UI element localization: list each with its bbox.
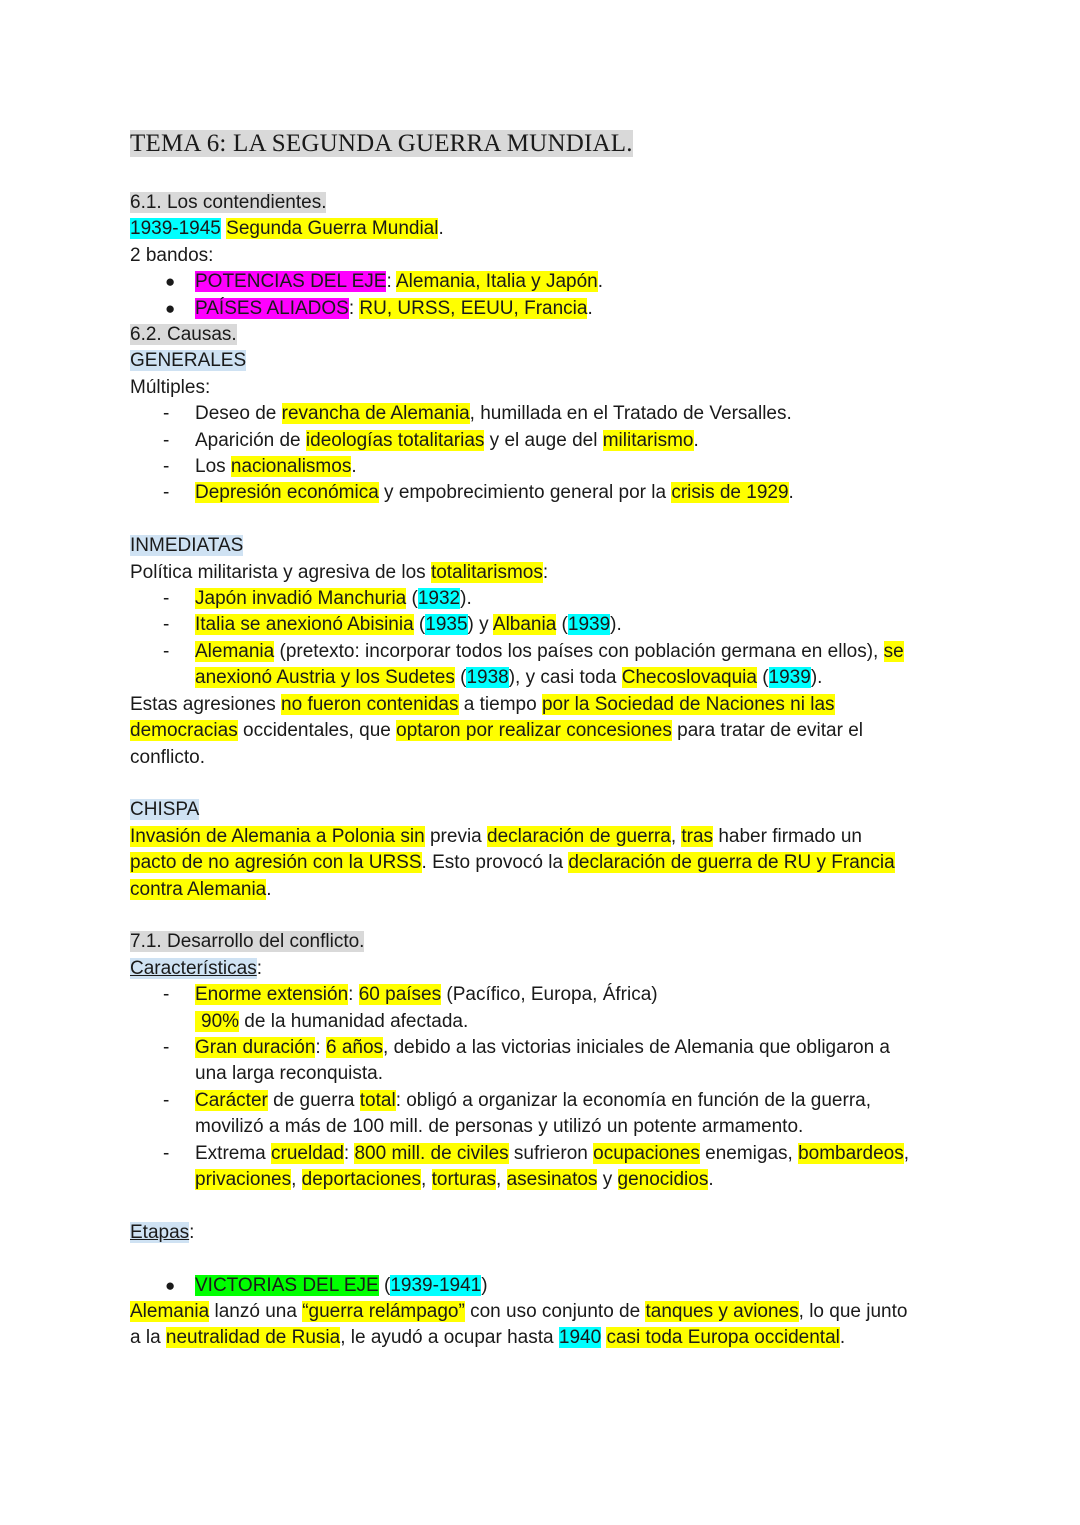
victorias-line-2: a la neutralidad de Rusia, le ayudó a ocupar hasta 1940 casi toda Europa occidental. — [130, 1327, 846, 1349]
agresiones-line-1: Estas agresiones no fueron contenidas a tiempo por la Sociedad de Naciones ni las — [130, 693, 835, 715]
bullet-icon: ● — [165, 1275, 176, 1295]
agresiones-line-2: democracias occidentales, que optaron por realizar concesiones para tratar de evitar el — [130, 720, 863, 742]
document-title: TEMA 6: LA SEGUNDA GUERRA MUNDIAL. — [130, 130, 633, 157]
subheading-generales: GENERALES — [130, 350, 247, 372]
list-item-extension: - Enorme extensión: 60 países (Pacífico, Europa, África) — [130, 982, 960, 1008]
victorias-line-1: Alemania lanzó una “guerra relámpago” con uso conjunto de tanques y aviones, lo que junto — [130, 1300, 908, 1322]
dash-icon: - — [163, 1089, 170, 1111]
subheading-caracteristicas: Características: — [130, 957, 262, 979]
list-item-alemania: - Alemania (pretexto: incorporar todos los países con población germana en ellos), se — [130, 639, 960, 665]
list-item-victorias-eje: ● VICTORIAS DEL EJE (1939-1941) — [130, 1273, 960, 1299]
dash-icon: - — [163, 1142, 170, 1164]
agresiones-line-3: conflicto. — [130, 746, 205, 768]
section-heading-6-2: 6.2. Causas. — [130, 324, 237, 346]
subheading-inmediatas: INMEDIATAS — [130, 535, 244, 557]
list-item-crueldad: - Extrema crueldad: 800 mill. de civiles sufrieron ocupaciones enemigas, bombardeos, — [130, 1141, 960, 1167]
section-heading-6-1: 6.1. Los contendientes. — [130, 192, 327, 213]
dash-icon: - — [163, 403, 170, 425]
dash-icon: - — [163, 614, 170, 636]
subheading-chispa: CHISPA — [130, 799, 200, 821]
dash-icon: - — [163, 640, 170, 662]
dash-icon: - — [163, 1036, 170, 1058]
list-item-caracter-cont: movilizó a más de 100 mill. de personas y utilizó un potente armamento. — [195, 1116, 804, 1138]
chispa-line-2: pacto de no agresión con la URSS. Esto provocó la declaración de guerra de RU y Francia — [130, 852, 895, 874]
list-item-nacionalismos: - Los nacionalismos. — [130, 454, 960, 480]
list-item-duracion-cont: una larga reconquista. — [195, 1063, 384, 1085]
dash-icon: - — [163, 482, 170, 504]
war-dates-line: 1939-1945 Segunda Guerra Mundial. — [130, 218, 444, 240]
chispa-line-3: contra Alemania. — [130, 878, 272, 900]
politica-line: Política militarista y agresiva de los totalitarismos: — [130, 561, 549, 583]
list-item-japon: - Japón invadió Manchuria (1932). — [130, 586, 960, 612]
document-page — [130, 126, 960, 1352]
list-item-duracion: - Gran duración: 6 años, debido a las victorias iniciales de Alemania que obligaron a — [130, 1035, 960, 1061]
section-heading-7-1: 7.1. Desarrollo del conflicto. — [130, 931, 365, 953]
list-item-crueldad-cont: privaciones, deportaciones, torturas, asesinatos y genocidios. — [195, 1168, 714, 1190]
multiples-line: Múltiples: — [130, 376, 211, 398]
subheading-etapas: Etapas: — [130, 1221, 195, 1243]
dash-icon: - — [163, 984, 170, 1006]
dash-icon: - — [163, 456, 170, 478]
bandos-line: 2 bandos: — [130, 244, 214, 266]
list-item-ideologias: - Aparición de ideologías totalitarias y el auge del militarismo. — [130, 428, 960, 454]
list-item-italia: - Italia se anexionó Abisinia (1935) y Albania (1939). — [130, 612, 960, 638]
chispa-line-1: Invasión de Alemania a Polonia sin previa declaración de guerra, tras haber firmado un — [130, 825, 862, 847]
bullet-icon: ● — [165, 298, 176, 318]
list-item-revancha: - Deseo de revancha de Alemania, humillada en el Tratado de Versalles. — [130, 401, 960, 427]
bullet-icon: ● — [165, 272, 176, 292]
list-item-alemania-cont: anexionó Austria y los Sudetes (1938), y casi toda Checoslovaquia (1939). — [195, 667, 823, 689]
list-item-extension-cont: 90% de la humanidad afectada. — [130, 1009, 960, 1035]
dash-icon: - — [163, 429, 170, 451]
list-item-depresion: - Depresión económica y empobrecimiento general por la crisis de 1929. — [130, 480, 960, 506]
dash-icon: - — [163, 588, 170, 610]
list-item-eje: ● POTENCIAS DEL EJE: Alemania, Italia y Japón. — [130, 269, 960, 295]
list-item-caracter: - Carácter de guerra total: obligó a organizar la economía en función de la guerra, — [130, 1088, 960, 1114]
list-item-aliados: ● PAÍSES ALIADOS: RU, URSS, EEUU, Francia. — [130, 296, 960, 322]
